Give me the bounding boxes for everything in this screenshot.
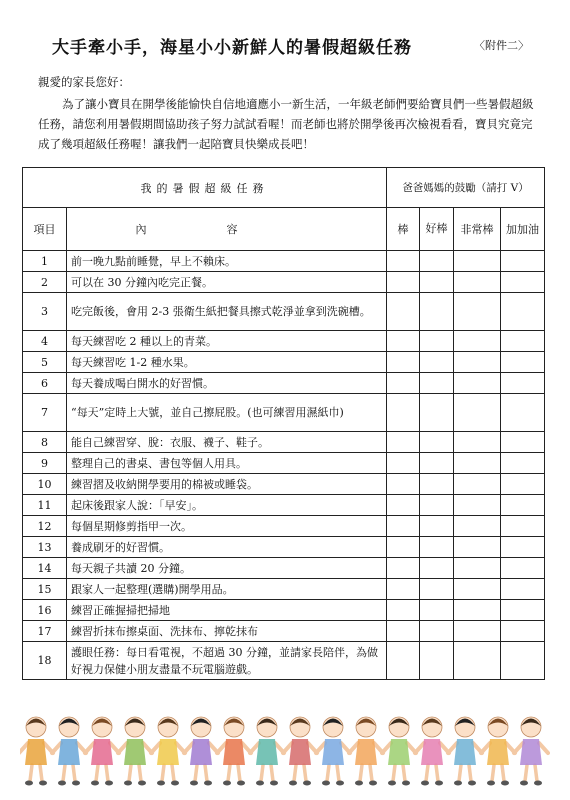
child-figure <box>382 717 416 786</box>
rating-checkbox-cell[interactable] <box>420 394 454 432</box>
rating-checkbox-cell[interactable] <box>420 579 454 600</box>
task-text: 能自己練習穿、脫：衣服、襪子、鞋子。 <box>67 432 387 453</box>
table-row <box>23 251 545 272</box>
table-row <box>23 642 545 680</box>
rating-checkbox-cell[interactable] <box>454 558 501 579</box>
rating-checkbox-cell[interactable] <box>387 642 420 680</box>
col-rating-3: 非常棒 <box>454 208 501 251</box>
col-rating-4: 加加油 <box>501 208 545 251</box>
rating-checkbox-cell[interactable] <box>501 453 545 474</box>
task-number: 2 <box>23 272 67 293</box>
rating-checkbox-cell[interactable] <box>454 373 501 394</box>
header-encourage: 爸爸媽媽的鼓勵（請打 V） <box>387 168 545 208</box>
rating-checkbox-cell[interactable] <box>420 331 454 352</box>
table-row <box>23 537 545 558</box>
rating-checkbox-cell[interactable] <box>501 331 545 352</box>
rating-checkbox-cell[interactable] <box>501 474 545 495</box>
task-text: 整理自己的書桌、書包等個人用具。 <box>67 453 387 474</box>
task-number: 3 <box>23 293 67 331</box>
child-figure <box>118 717 152 786</box>
rating-checkbox-cell[interactable] <box>387 621 420 642</box>
rating-checkbox-cell[interactable] <box>387 453 420 474</box>
rating-checkbox-cell[interactable] <box>454 579 501 600</box>
task-number: 5 <box>23 352 67 373</box>
page-title: 大手牽小手，海星小小新鮮人的暑假超級任務 <box>52 38 412 58</box>
rating-checkbox-cell[interactable] <box>454 537 501 558</box>
rating-checkbox-cell[interactable] <box>454 600 501 621</box>
child-figure <box>85 717 119 786</box>
rating-checkbox-cell[interactable] <box>420 352 454 373</box>
rating-checkbox-cell[interactable] <box>454 251 501 272</box>
rating-checkbox-cell[interactable] <box>454 642 501 680</box>
table-row <box>23 373 545 394</box>
table-row <box>23 352 545 373</box>
rating-checkbox-cell[interactable] <box>387 558 420 579</box>
letter-paragraph: 為了讓小寶貝在開學後能愉快自信地適應小一新生活，一年級老師們要給寶貝們一些暑假超級任務，請您利用暑假期間協助孩子努力試試看喔！而老師也將於開學後再次檢視看看，寶貝究竟完成了幾項超級任務喔！讓我們一起陪寶貝快樂成長吧！ <box>38 97 534 151</box>
column-header-row <box>23 208 545 251</box>
rating-checkbox-cell[interactable] <box>387 373 420 394</box>
rating-checkbox-cell[interactable] <box>454 453 501 474</box>
rating-checkbox-cell[interactable] <box>420 495 454 516</box>
rating-checkbox-cell[interactable] <box>420 474 454 495</box>
task-number: 13 <box>23 537 67 558</box>
rating-checkbox-cell[interactable] <box>420 621 454 642</box>
child-figure <box>316 717 350 786</box>
task-text: 起床後跟家人說：「早安」。 <box>67 495 387 516</box>
child-figure <box>52 717 86 786</box>
rating-checkbox-cell[interactable] <box>387 579 420 600</box>
table-row <box>23 516 545 537</box>
child-figure <box>151 717 185 786</box>
rating-checkbox-cell[interactable] <box>420 600 454 621</box>
rating-checkbox-cell[interactable] <box>501 352 545 373</box>
rating-checkbox-cell[interactable] <box>454 352 501 373</box>
rating-checkbox-cell[interactable] <box>501 537 545 558</box>
child-figure <box>217 717 251 786</box>
table-row <box>23 558 545 579</box>
task-number: 6 <box>23 373 67 394</box>
task-text: 吃完飯後，會用 2-3 張衛生紙把餐具擦式乾淨並拿到洗碗槽。 <box>67 293 387 331</box>
task-text: “每天”定時上大號，並自己擦屁股。(也可練習用濕紙巾) <box>67 394 387 432</box>
rating-checkbox-cell[interactable] <box>501 272 545 293</box>
header-tasks: 我的暑假超級任務 <box>23 168 387 208</box>
rating-checkbox-cell[interactable] <box>420 432 454 453</box>
letter-greeting: 親愛的家長您好： <box>38 75 130 89</box>
table-row <box>23 293 545 331</box>
rating-checkbox-cell[interactable] <box>420 642 454 680</box>
rating-checkbox-cell[interactable] <box>501 558 545 579</box>
rating-checkbox-cell[interactable] <box>454 495 501 516</box>
rating-checkbox-cell[interactable] <box>501 251 545 272</box>
letter-body <box>38 94 538 154</box>
rating-checkbox-cell[interactable] <box>387 251 420 272</box>
table-row <box>23 272 545 293</box>
rating-checkbox-cell[interactable] <box>454 293 501 331</box>
table-row <box>23 453 545 474</box>
task-number: 10 <box>23 474 67 495</box>
rating-checkbox-cell[interactable] <box>501 432 545 453</box>
rating-checkbox-cell[interactable] <box>387 331 420 352</box>
task-number: 17 <box>23 621 67 642</box>
child-figure <box>349 717 383 786</box>
rating-checkbox-cell[interactable] <box>501 600 545 621</box>
task-number: 16 <box>23 600 67 621</box>
table-row <box>23 621 545 642</box>
rating-checkbox-cell[interactable] <box>420 516 454 537</box>
table-row <box>23 432 545 453</box>
child-figure <box>448 717 482 786</box>
task-text: 練習正確握掃把掃地 <box>67 600 387 621</box>
rating-checkbox-cell[interactable] <box>387 272 420 293</box>
child-figure <box>514 717 548 786</box>
task-text: 每天練習吃 1-2 種水果。 <box>67 352 387 373</box>
rating-checkbox-cell[interactable] <box>420 272 454 293</box>
child-figure <box>184 717 218 786</box>
table-row <box>23 474 545 495</box>
task-text: 可以在 30 分鐘內吃完正餐。 <box>67 272 387 293</box>
task-text: 前一晚九點前睡覺，早上不賴床。 <box>67 251 387 272</box>
task-text: 護眼任務：每日看電視，不超過 30 分鐘，並請家長陪伴，為做好視力保健小朋友盡量不玩電腦遊戲。 <box>67 642 387 680</box>
rating-checkbox-cell[interactable] <box>387 516 420 537</box>
rating-checkbox-cell[interactable] <box>387 495 420 516</box>
col-item: 項目 <box>23 208 67 251</box>
rating-checkbox-cell[interactable] <box>387 394 420 432</box>
task-table <box>22 167 545 680</box>
rating-checkbox-cell[interactable] <box>420 251 454 272</box>
rating-checkbox-cell[interactable] <box>501 373 545 394</box>
rating-checkbox-cell[interactable] <box>501 516 545 537</box>
child-figure <box>415 717 449 786</box>
task-number: 11 <box>23 495 67 516</box>
task-number: 9 <box>23 453 67 474</box>
rating-checkbox-cell[interactable] <box>420 373 454 394</box>
task-text: 每個星期修剪指甲一次。 <box>67 516 387 537</box>
rating-checkbox-cell[interactable] <box>387 352 420 373</box>
task-text: 每天養成喝白開水的好習慣。 <box>67 373 387 394</box>
child-figure <box>283 717 317 786</box>
rating-checkbox-cell[interactable] <box>501 579 545 600</box>
task-text: 練習摺及收納開學要用的棉被或睡袋。 <box>67 474 387 495</box>
rating-checkbox-cell[interactable] <box>420 453 454 474</box>
table-row <box>23 331 545 352</box>
task-text: 練習折抹布擦桌面、洗抹布、擰乾抹布 <box>67 621 387 642</box>
rating-checkbox-cell[interactable] <box>454 516 501 537</box>
rating-checkbox-cell[interactable] <box>501 495 545 516</box>
rating-checkbox-cell[interactable] <box>387 537 420 558</box>
task-number: 8 <box>23 432 67 453</box>
rating-checkbox-cell[interactable] <box>420 293 454 331</box>
col-rating-1: 棒 <box>387 208 420 251</box>
table-row <box>23 579 545 600</box>
table-header-row <box>23 168 545 208</box>
task-number: 12 <box>23 516 67 537</box>
task-text: 每天練習吃 2 種以上的青菜。 <box>67 331 387 352</box>
rating-checkbox-cell[interactable] <box>501 642 545 680</box>
annex-label: 〈附件二〉 <box>474 39 529 52</box>
col-content: 內容 <box>67 208 387 251</box>
rating-checkbox-cell[interactable] <box>501 394 545 432</box>
table-row <box>23 495 545 516</box>
child-figure <box>481 717 515 786</box>
task-number: 1 <box>23 251 67 272</box>
rating-checkbox-cell[interactable] <box>454 272 501 293</box>
rating-checkbox-cell[interactable] <box>454 394 501 432</box>
task-number: 7 <box>23 394 67 432</box>
task-number: 18 <box>23 642 67 680</box>
task-number: 4 <box>23 331 67 352</box>
child-figure <box>20 717 53 786</box>
table-row <box>23 394 545 432</box>
child-figure <box>250 717 284 786</box>
rating-checkbox-cell[interactable] <box>454 331 501 352</box>
task-number: 15 <box>23 579 67 600</box>
rating-checkbox-cell[interactable] <box>454 474 501 495</box>
table-row <box>23 600 545 621</box>
task-text: 養成刷牙的好習慣。 <box>67 537 387 558</box>
rating-checkbox-cell[interactable] <box>454 432 501 453</box>
col-rating-2: 好棒 <box>420 208 454 251</box>
rating-checkbox-cell[interactable] <box>420 558 454 579</box>
rating-checkbox-cell[interactable] <box>387 600 420 621</box>
task-text: 跟家人一起整理(選購)開學用品。 <box>67 579 387 600</box>
rating-checkbox-cell[interactable] <box>420 537 454 558</box>
rating-checkbox-cell[interactable] <box>387 293 420 331</box>
children-illustration <box>20 709 550 789</box>
task-text: 每天親子共讀 20 分鐘。 <box>67 558 387 579</box>
rating-checkbox-cell[interactable] <box>387 432 420 453</box>
rating-checkbox-cell[interactable] <box>501 293 545 331</box>
rating-checkbox-cell[interactable] <box>454 621 501 642</box>
task-rows <box>23 251 545 680</box>
rating-checkbox-cell[interactable] <box>501 621 545 642</box>
task-number: 14 <box>23 558 67 579</box>
rating-checkbox-cell[interactable] <box>387 474 420 495</box>
